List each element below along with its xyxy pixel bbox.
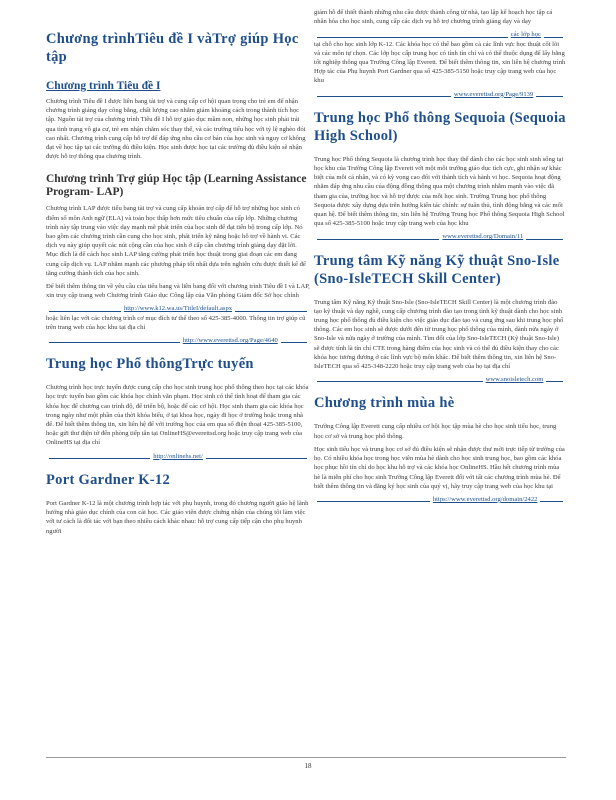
- spacer: [46, 345, 310, 355]
- port-gardner-link[interactable]: www.everettsd.org/Page/9139: [453, 90, 534, 98]
- port-gardner-continued-text-2: tại chỗ cho học sinh lớp K-12. Các khóa học có thể bao gồm cả các lĩnh vực học thuật cốt lõi và các môn tự chọn. Các lớp học cấp trung học có tính tín chỉ và có thể thuộc dụng để lấy bằng tốt nghiệp thông qua Trường Công lập Everett. Để biết thêm thông tin, xin liên hệ chương trình Hợp tác của Phụ huynh Port Gardner qua số 425-385-5150 hoặc truy cập trang web của học khu: [314, 40, 566, 85]
- underline-rule: [235, 311, 307, 312]
- underline-rule: [317, 37, 508, 38]
- sequoia-link[interactable]: www.everettsd.org/Domain/11: [442, 233, 524, 241]
- spacer: [314, 242, 566, 252]
- underline-rule: [317, 501, 430, 502]
- underline-rule: [281, 342, 307, 343]
- page-number: 18: [304, 762, 312, 770]
- lap-heading: Chương trình Trợ giúp Học tập (Learning Assistance Program- LAP): [46, 173, 307, 199]
- lap-text: Chương trình LAP được tiểu bang tài trợ và cung cấp khoản trợ cấp để hỗ trợ những học sinh có điểm số môn Anh ngữ (ELA) và toán học thấp hơn mức tiêu chuẩn của cấp lớp. Những chương trình này tập trung vào việc dạy mạnh mẽ phát triển của học sinh để đạt tiến bộ trong cấp lớp. Nó bao gồm các chương trình cần cung cho học sinh, phát triển kỹ năng hoặc hỗ trợ về hành vi. Các dịch vụ này giúp quyết các nút cộng cần của học sinh ở cấp cần chương trình giảng dạy đặt lời. Mục đích là để cách học sinh LAP tăng cường phát triển học thuật trong giai đoạn các em đang cung cấp dịch vụ. LAP nhằm mạnh các phương pháp tốt nhất dựa trên nghiên cứu được thiết kế để tăng cường thành tích của học sinh.: [46, 205, 306, 277]
- lap-link-row-1: [46, 304, 310, 313]
- underline-rule: [540, 501, 563, 502]
- lap-contact-text: Để biết thêm thông tin về yêu cầu của tiểu bang và liên bang đối với chương trình Tiêu đề I và LAP, xin truy cập trang web Chương trình Giáo dục Công lập của Văn phòng Giám đốc Sở học chính: [46, 283, 310, 300]
- sno-isle-link[interactable]: www.snoisletech.com: [485, 376, 544, 384]
- spacer: [314, 384, 566, 394]
- port-gardner-link-row: [314, 90, 566, 99]
- underline-rule: [317, 96, 451, 97]
- underline-rule: [317, 239, 439, 240]
- online-hs-text: Chương trình học trực tuyến được cung cấp cho học sinh trung học phổ thông theo học tại các khóa học trực tuyến bao gồm các khóa học chính văn phạm. Học sinh có thể tính hoạt để tham gia các khóa học để chương cao trình độ, để triển bộ, hoặc để các cơ hội. Học sinh tham gia các khóa học trong ngày như một phần của thời khóa biểu, ở tại khoa học, ngày đi học ở trường hoặc trong nhà để. Để biết thêm thông tin, xin liên hệ để với trường học của em qua số điện thoại 425-385-5100, hoặc gửi thư điện tử đến phòng tiếp tân tại OnlineHS@everettsd.org hoặc truy cập trang web của OnlineHS tại địa chỉ: [46, 384, 309, 447]
- section-heading-title-one-and-lap: Chương trìnhTiêu đề I vàTrợ giúp Học tập: [46, 31, 299, 65]
- title-one-text: Chương trình Tiêu đề I được liên bang tài trợ và cung cấp cơ hội quan trọng cho trẻ em để nhận chương trình giảng dạy công bằng, chất lượng cao nhằm giảm khoảng cách trong thành tích học tập. Nguồn tài trợ của chương trình Tiêu đề I hỗ trợ giáo dục mầm non, những học sinh phải trải qua tình trạng vô gia cư, trẻ em nhận chăm sóc thay thế, và các trường tiểu học với tỷ lệ nghèo đói cao nhất. Chương trình cung cấp hỗ trợ để đáp ứng nhu cầu cơ bản của học sinh và nguy cơ không đạt về học tập tại các trường đủ điều kiện. Học sinh được học tại các trường đủ điều kiện sẽ nhận được hỗ trợ thông qua chương trình.: [46, 98, 306, 161]
- sequoia-text: Trung học Phổ thông Sequoia là chương trình học thay thế dành cho các học sinh sinh sống tại học khu của Trường Công lập Everett với một môi trường giáo dục tích cực, ghi nhận sự khác biệt của mỗi cá nhân, và có kỳ vọng cao đối với thành tích và hành vi học. Sequoia hoạt động nhằm đáp ứng nhu cầu của động đồng thông qua một chương trình nhằm mạnh vào việc đã tham gia của, trường học và hỗ trợ được của mỗi học sinh. Trường Trung học phổ thông Sequoia được xây dựng dựa trên hướng kiến tác chính: sự tuân thủ, tình động bằng và các mối quan hệ. Để biết thêm thông tin, xin liên hệ Trường Trung học Phổ thông Sequoia High School qua số 425-385-5100 hoặc truy cập trang web của học khu: [314, 155, 565, 228]
- underline-rule: [526, 239, 563, 240]
- underline-rule: [536, 96, 563, 97]
- title-one-heading: Chương trình Tiêu đề I: [46, 80, 161, 92]
- classes-link-row: [314, 30, 566, 39]
- spacer: [46, 461, 310, 471]
- underline-rule: [546, 381, 563, 382]
- sno-isle-link-row: [314, 375, 566, 384]
- footer-divider: [46, 757, 566, 758]
- left-column: [46, 30, 310, 540]
- right-column: [314, 8, 566, 504]
- classes-link[interactable]: các lớp học: [510, 31, 541, 39]
- online-hs-link-row: [46, 452, 310, 461]
- summer-intro-text: Trường Công lập Everett cung cấp nhiều cơ hội học tập mùa hè cho học sinh tiểu học, trung học cơ sở và trung học phổ thông.: [314, 423, 557, 440]
- sno-isle-heading: Trung tâm Kỹ năng Kỹ thuật Sno-Isle (Sno-IsleTECH Skill Center): [314, 252, 560, 287]
- sequoia-heading: Trung học Phổ thông Sequoia (Sequoia High School): [314, 109, 566, 144]
- online-hs-link[interactable]: http://onlinehs.net/: [153, 452, 203, 460]
- underline-rule: [317, 381, 483, 382]
- spacer: [314, 99, 566, 109]
- online-hs-heading: Trung học Phổ thôngTrực tuyến: [46, 356, 254, 373]
- port-gardner-text: Port Gardner K-12 là một chương trình hợp tác với phụ huynh, trong đó chương người giáo hệ lãnh hướng nhà giáo dục chính của con cái học. Các giáo viên được chứng nhận của chúng tôi làm việc với tư cách là đối tác với bạn theo nhiều cách khác nhau: hỗ trợ cung cấp tiếp cận cho phụ huynh người: [46, 499, 309, 535]
- ospi-title-one-link[interactable]: http://www.k12.wa.us/TitleI/default.aspx: [123, 305, 233, 313]
- lap-contact-text-2: hoặc liên lạc với các chương trình cơ mục đích tư thế theo số 425-385-4000. Thông tin trợ giúp cũ trên trang web của học khu tại địa chỉ: [46, 314, 306, 331]
- port-gardner-continued-text: giảm hỗ để thiết thành những nhu cầu được thành công từ nhà, tạo lập kế hoạch học tập cá nhân hóa cho học sinh, cung cấp các dịch vụ hỗ trợ chương trình giảng dạy và dạy: [314, 9, 553, 26]
- port-gardner-heading: Port Gardner K-12: [46, 471, 171, 488]
- underline-rule: [49, 342, 180, 343]
- summer-link[interactable]: https://www.everettsd.org/domain/2422: [432, 495, 538, 503]
- underline-rule: [544, 37, 563, 38]
- underline-rule: [206, 458, 307, 459]
- summer-heading: Chương trình mùa hè: [314, 395, 455, 412]
- sequoia-link-row: [314, 232, 566, 241]
- summer-text: Học sinh tiểu học và trung học cơ sở đủ điều kiện sẽ nhận được thư mời trực tiếp từ trường của họ. Có nhiều khóa học trong học viên mùa hè dành cho học sinh trung học, bao gồm các khóa học phục hồi tín chỉ do học khu hỗ trợ và các khóa học OnlineHS. Hầu hết chương trình mùa hè là miễn phí cho học sinh Trường Công lập Everett đối với tất các chương trình mùa hè. Để biết thêm thông tin và đăng ký học sinh của quý vị, hãy truy cập trang web của học khu tại: [314, 445, 565, 490]
- sno-isle-text: Trung tâm Kỹ năng Kỹ thuật Sno-Isle (Sno-IsleTECH Skill Center) là một chương trình đào tạo kỹ thuật và dạy nghề, cung cấp chương trình đào tạo trong tình kỹ thuật dành cho học sinh trung học phổ thông đủ điều kiện cho việc giáo dục đào tạo và cung ứng sau khi trung học phổ thông. Các em học sinh sẽ được dưới đến từ trung học phổ thông của mình, dành nửa ngày ở Sno-Isle và nửa ngày ở trường của mình. Tìm đối của lớp Sno-IsleTECH (Kỹ thuật Sno-Isle) sẽ được tính là tín chỉ CTE trong hàng điểm của học sinh và có thể đủ điều kiện thay cho các khóa học tương đương ở các lĩnh vực bộ môn khác. Để biết thêm thông tin, xin liên hệ Sno-IsleTECH qua số 425-348-2220 hoặc truy cập trang web của họ tại địa chỉ: [314, 298, 564, 371]
- underline-rule: [49, 311, 121, 312]
- district-title-one-link[interactable]: http://www.everettsd.org/Page/4640: [182, 337, 278, 345]
- underline-rule: [49, 458, 150, 459]
- summer-link-row: [314, 495, 566, 504]
- lap-link-row-2: [46, 336, 310, 345]
